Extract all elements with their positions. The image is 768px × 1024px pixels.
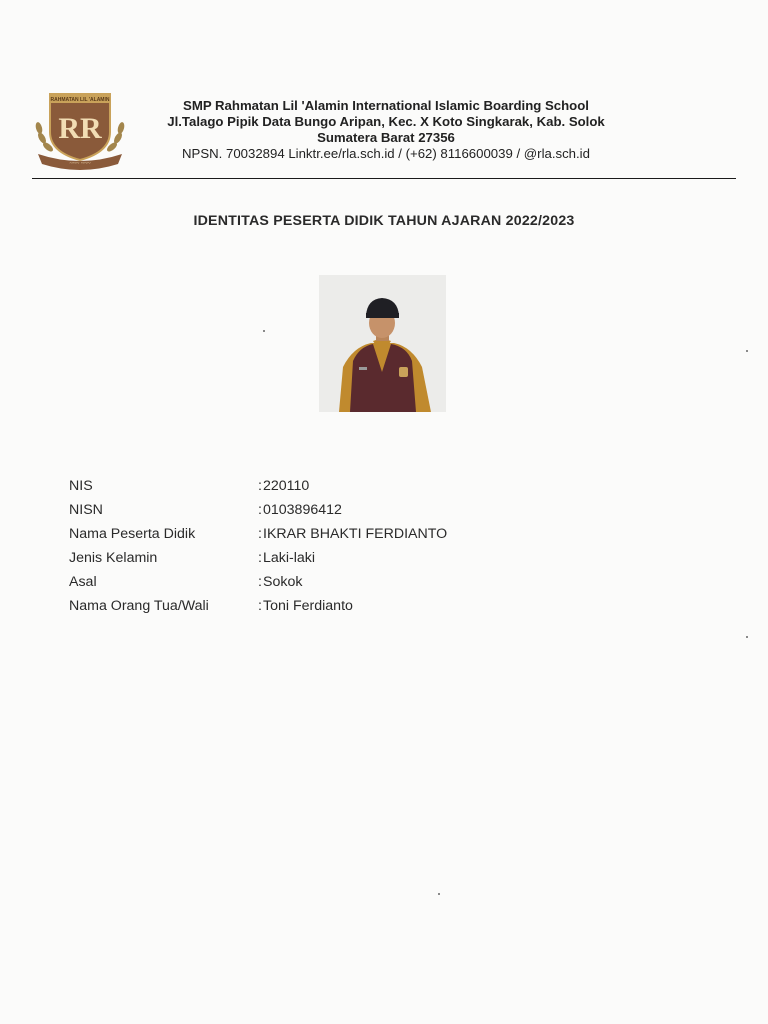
student-photo bbox=[319, 275, 446, 412]
svg-text:~~~ ~~~: ~~~ ~~~ bbox=[69, 161, 91, 167]
scan-speck bbox=[746, 636, 748, 638]
school-address-line-1: Jl.Talago Pipik Data Bungo Aripan, Kec. X Koto Singkarak, Kab. Solok bbox=[167, 114, 605, 129]
school-name: SMP Rahmatan Lil 'Alamin International Islamic Boarding School bbox=[183, 98, 589, 113]
identity-separator: : bbox=[258, 598, 262, 614]
scan-speck bbox=[746, 350, 748, 352]
svg-text:RAHMATAN LIL 'ALAMIN: RAHMATAN LIL 'ALAMIN bbox=[50, 97, 110, 103]
identity-label: Jenis Kelamin bbox=[69, 550, 158, 566]
identity-value: 220110 bbox=[263, 478, 310, 494]
identity-label: Asal bbox=[69, 574, 97, 590]
identity-value: Toni Ferdianto bbox=[263, 598, 353, 614]
identity-label: Nama Peserta Didik bbox=[69, 526, 196, 542]
identity-separator: : bbox=[258, 574, 262, 590]
school-logo-emblem bbox=[30, 88, 130, 170]
identity-separator: : bbox=[258, 526, 262, 542]
identity-label: NIS bbox=[69, 478, 93, 494]
school-address-line-2: Sumatera Barat 27356 bbox=[317, 130, 455, 145]
identity-value: Laki-laki bbox=[263, 550, 316, 566]
scan-speck bbox=[438, 893, 440, 895]
svg-text:RR: RR bbox=[58, 112, 102, 145]
identity-separator: : bbox=[258, 550, 262, 566]
identity-value: IKRAR BHAKTI FERDIANTO bbox=[263, 526, 448, 542]
letterhead-divider bbox=[32, 178, 736, 179]
identity-value: 0103896412 bbox=[263, 502, 342, 518]
document-title: IDENTITAS PESERTA DIDIK TAHUN AJARAN 2022/2023 bbox=[193, 213, 575, 229]
identity-label: Nama Orang Tua/Wali bbox=[69, 598, 209, 614]
identity-separator: : bbox=[258, 478, 262, 494]
school-contact: NPSN. 70032894 Linktr.ee/rla.sch.id / (+62) 8116600039 / @rla.sch.id bbox=[182, 146, 590, 161]
identity-label: NISN bbox=[69, 502, 103, 518]
identity-separator: : bbox=[258, 502, 262, 518]
scan-speck bbox=[263, 330, 265, 332]
school-logo bbox=[30, 88, 130, 170]
letterhead bbox=[140, 98, 632, 162]
identity-value: Sokok bbox=[263, 574, 303, 590]
